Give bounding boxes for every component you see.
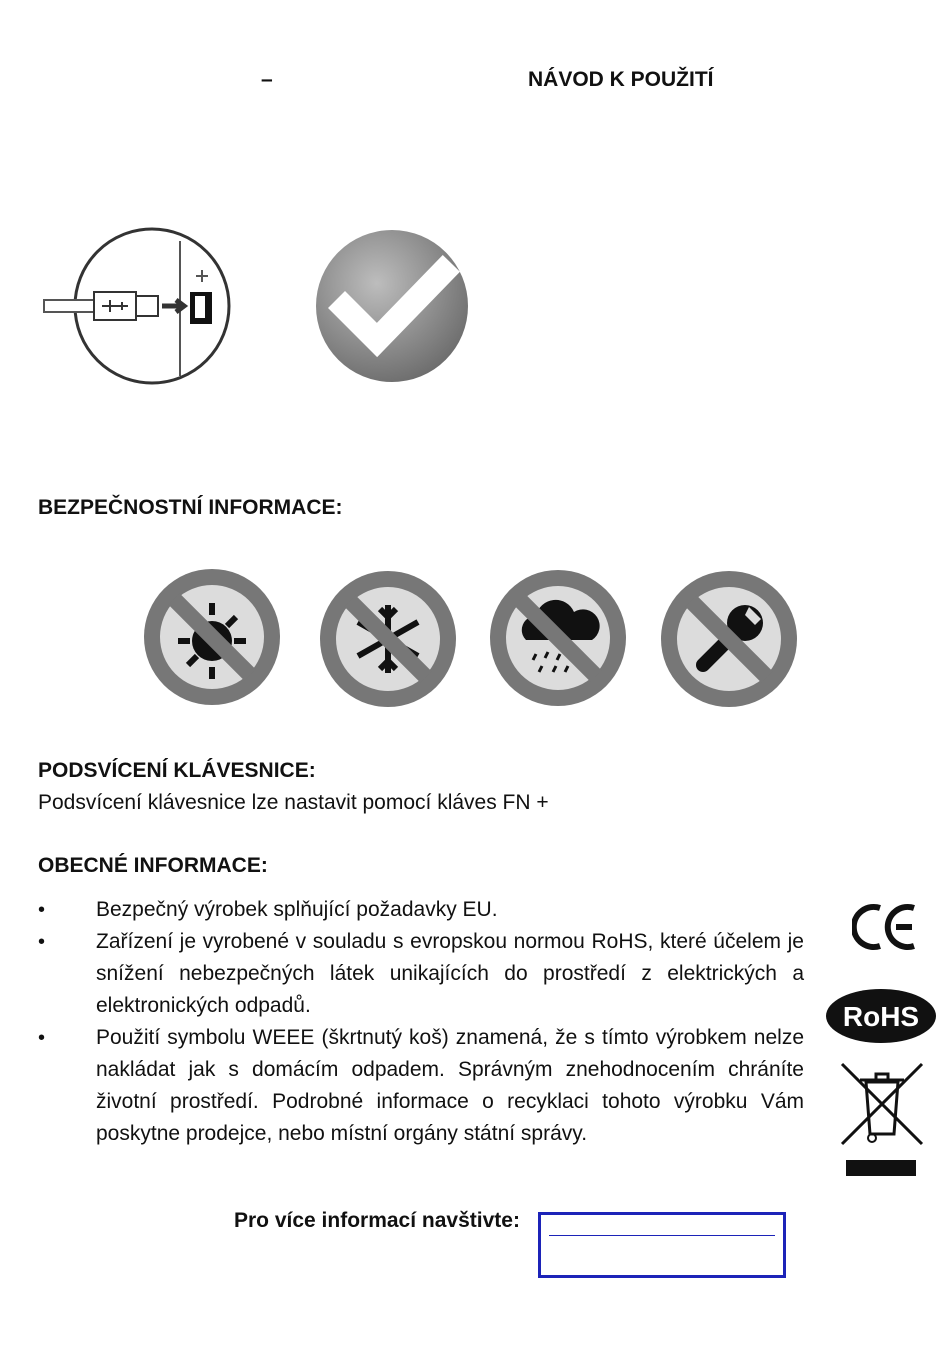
rohs-logo-icon xyxy=(824,987,938,1045)
safety-heading: BEZPEČNOSTNÍ INFORMACE: xyxy=(38,496,343,519)
no-frost-icon xyxy=(316,567,464,715)
backlight-heading: PODSVÍCENÍ KLÁVESNICE: xyxy=(38,759,316,782)
bullet-marker: • xyxy=(38,1027,46,1049)
bullet-marker: • xyxy=(38,899,46,921)
general-bullet: Použití symbolu WEEE (škrtnutý koš) znamená, že s tímto výrobkem nelze nakládat jak s domácím odpadem. Správným znehodnocením chráníte životní prostředí. Podrobné informace o recyklaci tohoto výrobku Vám poskytne prodejce, nebo místní orgány státní správy. xyxy=(96,1026,804,1145)
usb-plug-icon xyxy=(40,226,240,390)
no-sun-icon xyxy=(140,565,288,713)
no-rain-icon xyxy=(486,566,634,714)
backlight-text: Podsvícení klávesnice lze nastavit pomocí kláves FN + xyxy=(38,791,549,814)
website-link-box[interactable] xyxy=(538,1212,786,1278)
bullet-marker: • xyxy=(38,931,46,953)
ce-mark-icon xyxy=(852,902,918,952)
no-repair-icon xyxy=(657,567,805,715)
footer-text: Pro více informací navštivte: xyxy=(234,1209,520,1232)
header-dash: – xyxy=(261,68,273,91)
document-title: NÁVOD K POUŽITÍ xyxy=(528,68,714,91)
svg-text:RoHS: RoHS xyxy=(842,1001,920,1032)
general-bullet: Zařízení je vyrobené v souladu s evropskou normou RoHS, které účelem je snížení nebezpečných látek unikajících do prostředí z elektrických a elektronických odpadů. xyxy=(96,930,804,1017)
checkmark-icon xyxy=(315,228,481,390)
weee-bin-icon xyxy=(838,1060,926,1182)
general-bullet: Bezpečný výrobek splňující požadavky EU. xyxy=(96,898,498,921)
general-heading: OBECNÉ INFORMACE: xyxy=(38,854,268,877)
link-underline xyxy=(549,1235,775,1236)
